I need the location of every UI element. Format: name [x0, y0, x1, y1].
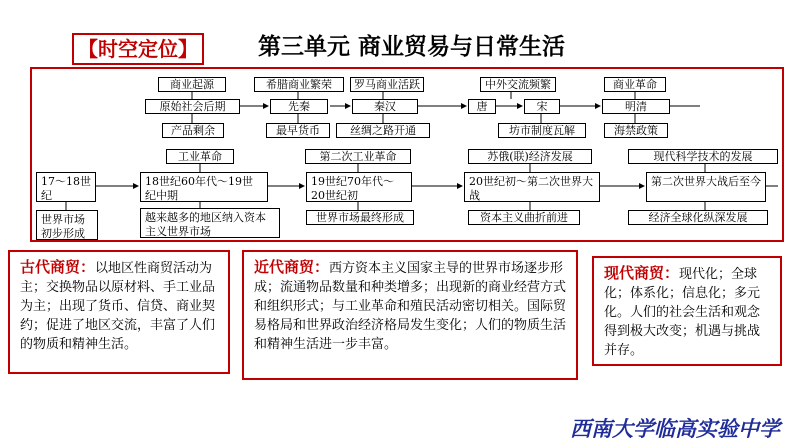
- node-world-market-final: 世界市场最终形成: [306, 210, 414, 225]
- node-fangshi-collapse: 坊市制度瓦解: [498, 123, 586, 138]
- card-contemporary-trade: [592, 256, 782, 366]
- card-modern-body: 西方资本主义国家主导的世界市场逐步形成；流通物品数量和种类增多；出现新的商业经营方式和组织形式；与工业革命和殖民活动密切相关。国际贸易格局和世界政治经济格局发生变化；人们的物质生活和精神生活进一步丰富。: [254, 261, 567, 352]
- card-modern-trade: [242, 250, 578, 380]
- period-19c-20c: 19世纪70年代～20世纪初: [306, 172, 412, 202]
- node-surplus-products: 产品剩余: [162, 123, 224, 138]
- card-contemporary-heading: 现代商贸：: [604, 264, 680, 282]
- node-world-market-initial: 世界市场初步形成: [36, 210, 98, 240]
- node-greek-commerce: 希腊商业繁荣: [254, 77, 344, 92]
- page-title: 第三单元 商业贸易与日常生活: [258, 33, 566, 60]
- node-capitalism-twists: 资本主义曲折前进: [468, 210, 580, 225]
- period-17-18c: 17～18世纪: [36, 172, 96, 202]
- node-origin-of-commerce: 商业起源: [158, 77, 226, 92]
- card-modern-heading: 近代商贸：: [254, 258, 330, 276]
- node-industrial-revolution: 工业革命: [166, 149, 234, 164]
- node-sea-ban: 海禁政策: [604, 123, 668, 138]
- node-modern-technology: 现代科学技术的发展: [628, 149, 778, 164]
- era-song: 宋: [524, 99, 560, 114]
- era-ming-qing: 明清: [602, 99, 670, 114]
- school-name: 西南大学临高实验中学: [570, 416, 780, 441]
- node-earliest-currency: 最早货币: [266, 123, 330, 138]
- period-post-ww2: 第二次世界大战后至今: [646, 172, 766, 202]
- card-ancient-body: 以地区性商贸活动为主；交换物品以原材料、手工业品为主；出现了货币、信贷、商业契约；促进了地区交流，丰富了人们的物质和精神生活。: [20, 261, 216, 352]
- node-roman-commerce: 罗马商业活跃: [350, 77, 424, 92]
- period-18c-19c: 18世纪60年代～19世纪中期: [140, 172, 268, 202]
- era-qin-han: 秦汉: [352, 99, 418, 114]
- node-globalization: 经济全球化纵深发展: [628, 210, 768, 225]
- era-pre-qin: 先秦: [270, 99, 328, 114]
- node-capitalist-world-market: 越来越多的地区纳入资本主义世界市场: [140, 208, 280, 238]
- period-20c-ww2: 20世纪初～第二次世界大战: [464, 172, 600, 202]
- section-tag: 【时空定位】: [72, 33, 204, 65]
- era-primitive-society: 原始社会后期: [145, 99, 240, 114]
- era-tang: 唐: [468, 99, 496, 114]
- card-ancient-trade: [8, 250, 230, 374]
- card-contemporary-body: 现代化；全球化；体系化；信息化；多元化。人们的社会生活和观念得到极大改变；机遇与挑战并存。: [604, 267, 761, 358]
- node-silk-road: 丝绸之路开通: [336, 123, 430, 138]
- node-second-industrial-revolution: 第二次工业革命: [305, 149, 411, 164]
- node-soviet-economy: 苏俄(联)经济发展: [468, 149, 592, 164]
- card-ancient-heading: 古代商贸：: [20, 258, 96, 276]
- node-sino-foreign-exchange: 中外交流频繁: [480, 77, 556, 92]
- node-commercial-revolution: 商业革命: [604, 77, 666, 92]
